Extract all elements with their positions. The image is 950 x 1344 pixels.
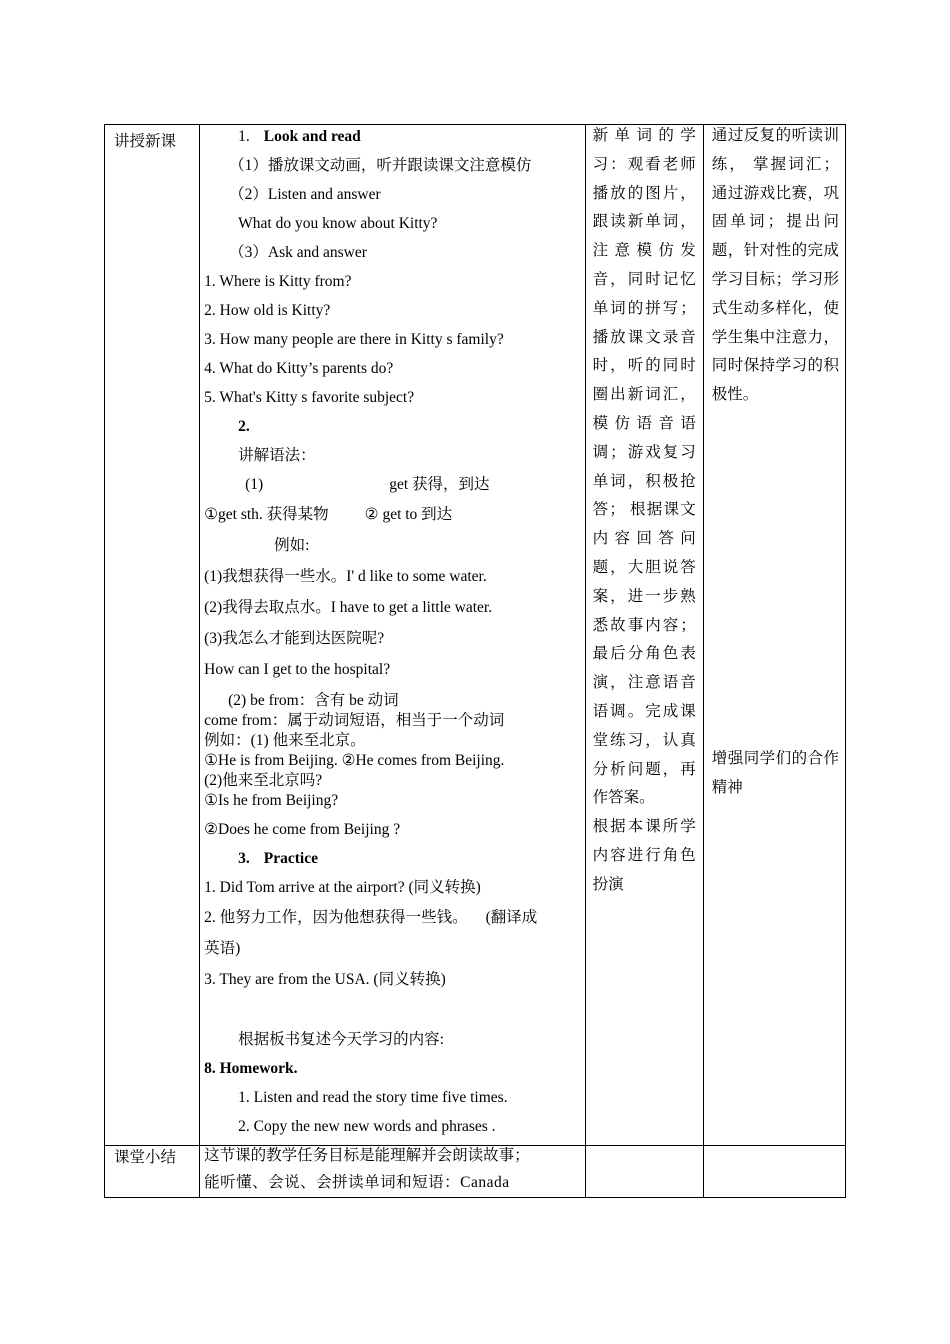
grammar-1-example-2: (2)我得去取点水。I have to get a little water. [204,599,493,616]
grammar-1-usage-a: ①get sth. 获得某物 [204,506,329,523]
blank-line [204,995,579,1025]
intent-text-2: 增强同学们的合作精神 [711,749,839,796]
grammar-2-line-f: ①Is he from Beijing? [204,792,339,809]
practice-2-cont: 英语) [204,940,241,957]
practice-2-instruction: (翻译成 [485,909,538,926]
question-1: 1. Where is Kitty from? [204,273,352,290]
grammar-1-example-1: (1)我想获得一些水。I' d like to some water. [204,568,487,585]
summary-label-cell [105,1146,200,1198]
summary-label: 课堂小结 [114,1149,177,1166]
summary-content [200,1144,585,1197]
grammar-1-example-3-en: How can I get to the hospital? [204,661,391,678]
section-1-heading [204,122,579,151]
student-activity-text-2: 根据本课所学内容进行角色扮演 [592,818,696,893]
summary-empty-cell-2 [703,1146,845,1198]
grammar-2-line-g: ②Does he come from Beijing ? [204,821,401,838]
grammar-1-example-label: 例如: [274,537,310,554]
content-cell [200,125,586,1146]
practice-2-text: 2. 他努力工作，因为他想获得一些钱。 [204,909,468,926]
section-3-heading [204,844,579,873]
practice-3: 3. They are from the USA. (同义转换) [204,971,446,988]
grammar-1-number: (1) [245,476,264,493]
grammar-2-line-c: 例如：(1) 他来至北京。 [204,732,366,749]
question-4: 4. What do Kitty’s parents do? [204,360,394,377]
section-3-number: 3. [238,850,250,867]
question-2: 2. How old is Kitty? [204,302,331,319]
homework-2: 2. Copy the new new words and phrases . [238,1118,496,1135]
section-2-number: 2. [238,418,250,435]
table-row-teaching [105,125,846,1146]
grammar-1-example-3: (3)我怎么才能到达医院呢? [204,630,385,647]
grammar-1-word: get 获得，到达 [389,476,490,493]
grammar-2-heading: (2) be from：含有 be 动词 [228,692,399,709]
summary-line-2: 能听懂、会说、会拼读单词和短语：Canada [204,1174,510,1191]
student-activity-cell [585,125,703,1146]
section-1-title: Look and read [263,128,361,145]
practice-1: 1. Did Tom arrive at the airport? (同义转换) [204,879,481,896]
section-2-title: 讲解语法： [238,447,316,464]
lesson-content [200,122,585,1141]
row-label-cell [105,125,200,1146]
grammar-1-usages [204,499,579,530]
question-3: 3. How many people are there in Kitty s family? [204,331,504,348]
intent-cell [703,125,845,1146]
step-3-text: （3）Ask and answer [229,244,367,261]
step-2-question: What do you know about Kitty? [238,215,438,232]
homework-title: 8. Homework. [204,1060,298,1077]
section-3-title: Practice [263,850,318,867]
grammar-2-line-e: (2)他来至北京吗? [204,772,323,789]
section-1-number: 1. [238,128,250,145]
summary-empty-cell-1 [585,1146,703,1198]
step-1-text: （1）播放课文动画，听并跟读课文注意模仿 [229,157,532,174]
question-5: 5. What's Kitty s favorite subject? [204,389,415,406]
summary-content-cell [200,1146,586,1198]
practice-2 [204,902,579,933]
grammar-1-heading [204,470,579,499]
step-2-text: （2）Listen and answer [229,186,381,203]
grammar-2-line-b: come from：属于动词短语，相当于一个动词 [204,712,505,729]
grammar-2-line-d: ①He is from Beijing. ②He comes from Beijing. [204,752,505,769]
row-label: 讲授新课 [114,133,177,150]
lesson-plan-table [104,124,846,1198]
grammar-1-usage-b: ② get to 到达 [364,506,453,523]
intent-text: 通过反复的听读训练， 掌握词汇；通过游戏比赛，巩固单词；提出问题，针对性的完成学习目标；学习形式生动多样化，使学生集中注意力，同时保持学习的积极性。 [711,127,839,404]
review-text: 根据板书复述今天学习的内容: [238,1031,444,1048]
summary-line-1: 这节课的教学任务目标是能理解并会朗读故事； [204,1147,530,1164]
homework-1: 1. Listen and read the story time five times. [238,1089,508,1106]
table-row-summary [105,1146,846,1198]
student-activity-text: 新单词的学习：观看老师播放的图片，跟读新单词，注意模仿发音，同时记忆单词的拼写；播放课文录音时，听的同时圈出新词汇，模仿语音语调；游戏复习单词，积极抢答； 根据课文内容回答问题，大胆说答案，进一步熟悉故事内容；最后分角色表演，注意语音语调。完成课堂练习，认真分析问题，再作答案。 [592,127,696,807]
